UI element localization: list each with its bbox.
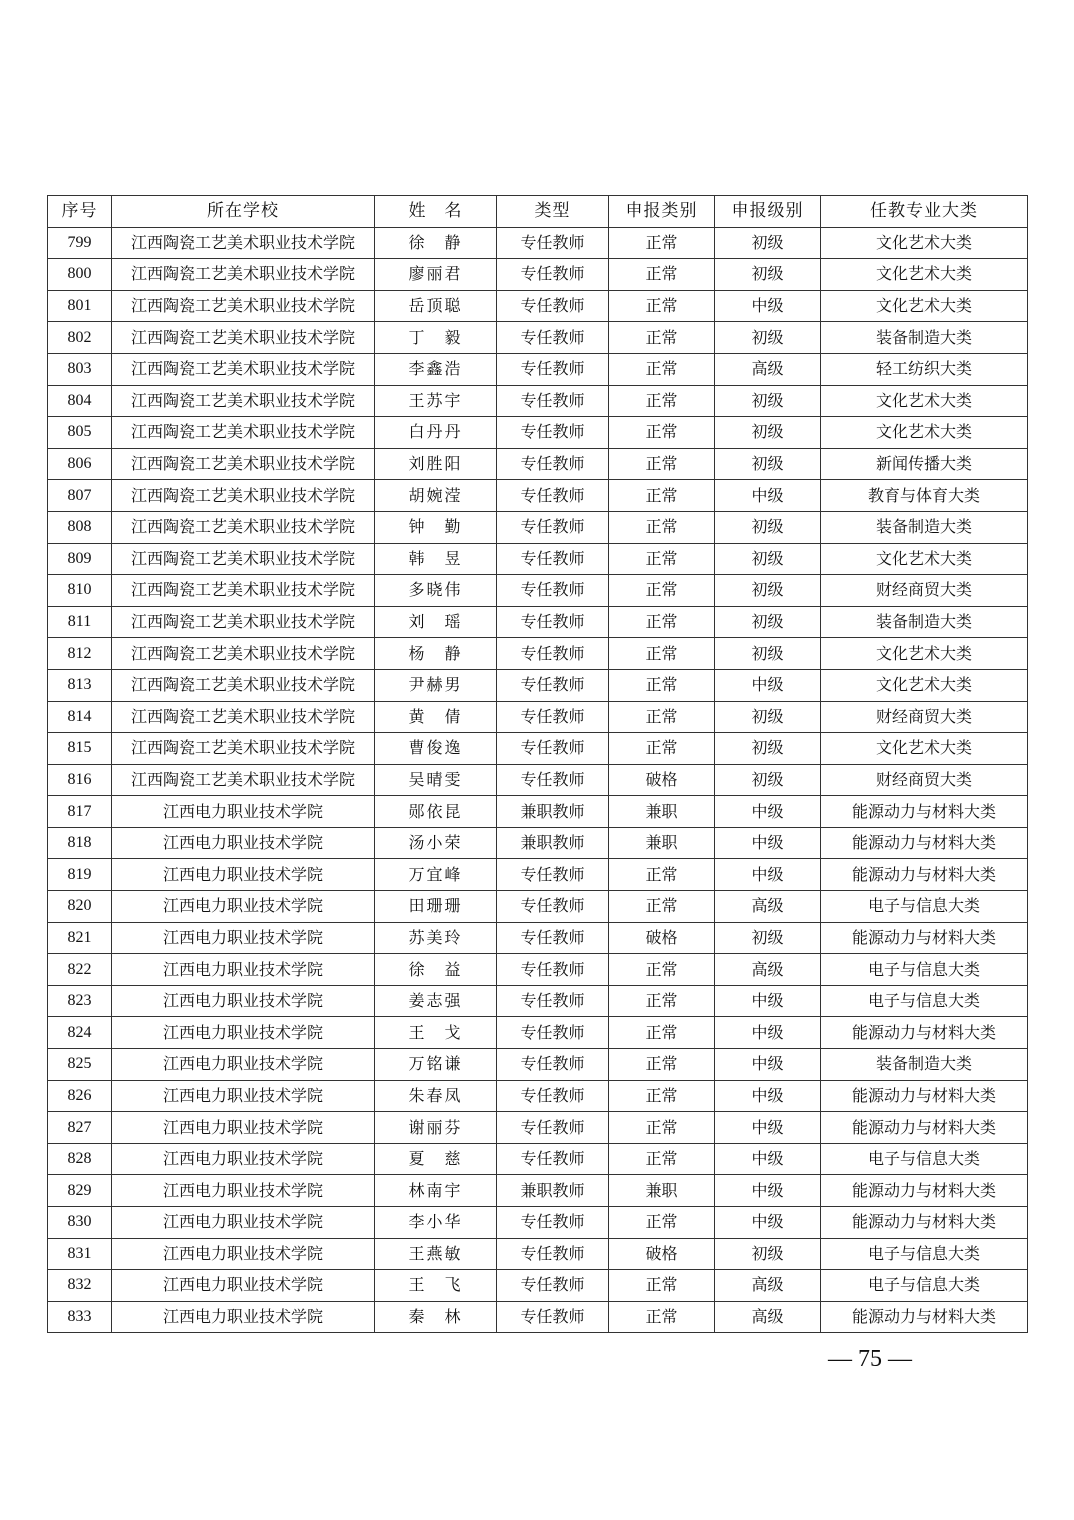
cell-application-category: 正常 — [609, 417, 715, 449]
table-row — [48, 1049, 1028, 1081]
cell-application-category: 破格 — [609, 922, 715, 954]
table-row — [48, 1301, 1028, 1333]
cell-school: 江西电力职业技术学院 — [112, 796, 375, 828]
cell-type: 专任教师 — [497, 480, 609, 512]
cell-school: 江西电力职业技术学院 — [112, 1207, 375, 1239]
cell-application-category: 正常 — [609, 1049, 715, 1081]
cell-seq: 810 — [48, 575, 112, 607]
table-row — [48, 701, 1028, 733]
table-row — [48, 1112, 1028, 1144]
cell-application-category: 正常 — [609, 259, 715, 291]
cell-application-category: 正常 — [609, 511, 715, 543]
cell-application-level: 初级 — [715, 922, 821, 954]
cell-name: 姜志强 — [375, 985, 497, 1017]
cell-type: 专任教师 — [497, 259, 609, 291]
cell-school: 江西电力职业技术学院 — [112, 827, 375, 859]
cell-seq: 807 — [48, 480, 112, 512]
cell-school: 江西电力职业技术学院 — [112, 891, 375, 923]
cell-school: 江西电力职业技术学院 — [112, 985, 375, 1017]
cell-application-category: 正常 — [609, 227, 715, 259]
cell-type: 专任教师 — [497, 701, 609, 733]
cell-application-level: 初级 — [715, 259, 821, 291]
cell-name: 徐 益 — [375, 954, 497, 986]
cell-seq: 826 — [48, 1080, 112, 1112]
cell-application-category: 正常 — [609, 1112, 715, 1144]
header-school: 所在学校 — [112, 196, 375, 228]
table-row — [48, 1017, 1028, 1049]
cell-type: 专任教师 — [497, 290, 609, 322]
cell-type: 专任教师 — [497, 543, 609, 575]
table-row — [48, 448, 1028, 480]
cell-school: 江西陶瓷工艺美术职业技术学院 — [112, 511, 375, 543]
cell-name: 徐 静 — [375, 227, 497, 259]
table-row — [48, 1207, 1028, 1239]
cell-type: 专任教师 — [497, 511, 609, 543]
cell-application-level: 初级 — [715, 385, 821, 417]
cell-type: 专任教师 — [497, 575, 609, 607]
cell-seq: 812 — [48, 638, 112, 670]
cell-school: 江西电力职业技术学院 — [112, 1143, 375, 1175]
cell-seq: 824 — [48, 1017, 112, 1049]
cell-name: 白丹丹 — [375, 417, 497, 449]
cell-school: 江西陶瓷工艺美术职业技术学院 — [112, 606, 375, 638]
cell-application-level: 中级 — [715, 1049, 821, 1081]
cell-type: 专任教师 — [497, 1270, 609, 1302]
cell-name: 苏美玲 — [375, 922, 497, 954]
table-row — [48, 733, 1028, 765]
cell-application-level: 中级 — [715, 480, 821, 512]
cell-application-level: 初级 — [715, 543, 821, 575]
cell-seq: 820 — [48, 891, 112, 923]
cell-specialty-category: 电子与信息大类 — [821, 891, 1028, 923]
cell-type: 兼职教师 — [497, 1175, 609, 1207]
cell-application-category: 正常 — [609, 891, 715, 923]
cell-seq: 811 — [48, 606, 112, 638]
cell-school: 江西电力职业技术学院 — [112, 1049, 375, 1081]
cell-school: 江西陶瓷工艺美术职业技术学院 — [112, 575, 375, 607]
table-row — [48, 859, 1028, 891]
cell-application-level: 中级 — [715, 669, 821, 701]
table-row — [48, 511, 1028, 543]
table-row — [48, 322, 1028, 354]
cell-application-level: 初级 — [715, 1238, 821, 1270]
cell-application-category: 正常 — [609, 480, 715, 512]
cell-seq: 799 — [48, 227, 112, 259]
cell-application-level: 中级 — [715, 859, 821, 891]
cell-school: 江西电力职业技术学院 — [112, 1270, 375, 1302]
cell-application-level: 初级 — [715, 764, 821, 796]
cell-application-level: 初级 — [715, 417, 821, 449]
cell-specialty-category: 文化艺术大类 — [821, 385, 1028, 417]
cell-name: 廖丽君 — [375, 259, 497, 291]
cell-name: 林南宇 — [375, 1175, 497, 1207]
cell-seq: 832 — [48, 1270, 112, 1302]
cell-school: 江西电力职业技术学院 — [112, 1301, 375, 1333]
cell-application-category: 兼职 — [609, 796, 715, 828]
cell-school: 江西电力职业技术学院 — [112, 1112, 375, 1144]
cell-seq: 808 — [48, 511, 112, 543]
cell-application-level: 高级 — [715, 891, 821, 923]
table-row — [48, 575, 1028, 607]
cell-specialty-category: 文化艺术大类 — [821, 259, 1028, 291]
cell-name: 黄 倩 — [375, 701, 497, 733]
cell-seq: 818 — [48, 827, 112, 859]
cell-application-category: 正常 — [609, 1207, 715, 1239]
cell-specialty-category: 装备制造大类 — [821, 511, 1028, 543]
table-row — [48, 1270, 1028, 1302]
cell-application-category: 破格 — [609, 1238, 715, 1270]
cell-type: 专任教师 — [497, 227, 609, 259]
cell-school: 江西陶瓷工艺美术职业技术学院 — [112, 733, 375, 765]
cell-school: 江西陶瓷工艺美术职业技术学院 — [112, 543, 375, 575]
table-row — [48, 827, 1028, 859]
cell-specialty-category: 装备制造大类 — [821, 606, 1028, 638]
cell-seq: 830 — [48, 1207, 112, 1239]
cell-school: 江西电力职业技术学院 — [112, 922, 375, 954]
cell-name: 多晓伟 — [375, 575, 497, 607]
cell-name: 田珊珊 — [375, 891, 497, 923]
cell-name: 钟 勤 — [375, 511, 497, 543]
cell-application-level: 中级 — [715, 796, 821, 828]
cell-seq: 802 — [48, 322, 112, 354]
cell-name: 刘 瑶 — [375, 606, 497, 638]
cell-application-level: 中级 — [715, 1017, 821, 1049]
table-row — [48, 543, 1028, 575]
cell-type: 专任教师 — [497, 322, 609, 354]
cell-name: 王 飞 — [375, 1270, 497, 1302]
cell-type: 专任教师 — [497, 353, 609, 385]
page-number: — 75 — — [828, 1346, 912, 1372]
cell-name: 曹俊逸 — [375, 733, 497, 765]
table-row — [48, 385, 1028, 417]
cell-seq: 817 — [48, 796, 112, 828]
cell-name: 李鑫浩 — [375, 353, 497, 385]
table-row — [48, 227, 1028, 259]
cell-name: 汤小荣 — [375, 827, 497, 859]
cell-application-category: 正常 — [609, 733, 715, 765]
cell-type: 专任教师 — [497, 385, 609, 417]
cell-school: 江西电力职业技术学院 — [112, 1238, 375, 1270]
cell-school: 江西陶瓷工艺美术职业技术学院 — [112, 322, 375, 354]
cell-application-category: 正常 — [609, 543, 715, 575]
cell-specialty-category: 文化艺术大类 — [821, 638, 1028, 670]
cell-specialty-category: 文化艺术大类 — [821, 543, 1028, 575]
cell-application-level: 初级 — [715, 322, 821, 354]
cell-school: 江西电力职业技术学院 — [112, 1080, 375, 1112]
cell-specialty-category: 文化艺术大类 — [821, 227, 1028, 259]
cell-specialty-category: 电子与信息大类 — [821, 1238, 1028, 1270]
cell-type: 专任教师 — [497, 764, 609, 796]
cell-application-category: 正常 — [609, 385, 715, 417]
cell-type: 专任教师 — [497, 922, 609, 954]
cell-application-level: 初级 — [715, 606, 821, 638]
table-row — [48, 480, 1028, 512]
cell-application-category: 正常 — [609, 1017, 715, 1049]
cell-type: 专任教师 — [497, 448, 609, 480]
cell-name: 王燕敏 — [375, 1238, 497, 1270]
cell-name: 王苏宇 — [375, 385, 497, 417]
cell-name: 王 戈 — [375, 1017, 497, 1049]
cell-application-level: 中级 — [715, 1112, 821, 1144]
cell-type: 专任教师 — [497, 859, 609, 891]
cell-application-level: 高级 — [715, 1301, 821, 1333]
cell-name: 万宜峰 — [375, 859, 497, 891]
cell-type: 专任教师 — [497, 1080, 609, 1112]
cell-application-level: 初级 — [715, 638, 821, 670]
cell-type: 专任教师 — [497, 417, 609, 449]
cell-name: 韩 昱 — [375, 543, 497, 575]
table-row — [48, 259, 1028, 291]
cell-application-level: 中级 — [715, 1143, 821, 1175]
cell-seq: 814 — [48, 701, 112, 733]
cell-application-category: 兼职 — [609, 827, 715, 859]
cell-specialty-category: 能源动力与材料大类 — [821, 1112, 1028, 1144]
cell-application-category: 正常 — [609, 701, 715, 733]
cell-application-category: 正常 — [609, 859, 715, 891]
cell-school: 江西陶瓷工艺美术职业技术学院 — [112, 385, 375, 417]
cell-seq: 816 — [48, 764, 112, 796]
cell-seq: 815 — [48, 733, 112, 765]
cell-specialty-category: 新闻传播大类 — [821, 448, 1028, 480]
header-application-level: 申报级别 — [715, 196, 821, 228]
table-row — [48, 353, 1028, 385]
table-row — [48, 638, 1028, 670]
cell-seq: 804 — [48, 385, 112, 417]
cell-application-level: 初级 — [715, 448, 821, 480]
table-row — [48, 1175, 1028, 1207]
table-row — [48, 891, 1028, 923]
cell-name: 胡婉滢 — [375, 480, 497, 512]
cell-specialty-category: 财经商贸大类 — [821, 575, 1028, 607]
cell-name: 吴晴雯 — [375, 764, 497, 796]
cell-name: 万铭谦 — [375, 1049, 497, 1081]
cell-application-level: 初级 — [715, 511, 821, 543]
cell-type: 专任教师 — [497, 891, 609, 923]
table-row — [48, 1080, 1028, 1112]
cell-seq: 801 — [48, 290, 112, 322]
cell-specialty-category: 能源动力与材料大类 — [821, 796, 1028, 828]
cell-application-category: 破格 — [609, 764, 715, 796]
cell-seq: 828 — [48, 1143, 112, 1175]
cell-type: 专任教师 — [497, 606, 609, 638]
cell-type: 专任教师 — [497, 638, 609, 670]
cell-school: 江西陶瓷工艺美术职业技术学院 — [112, 290, 375, 322]
cell-name: 朱春凤 — [375, 1080, 497, 1112]
cell-seq: 805 — [48, 417, 112, 449]
cell-name: 夏 慈 — [375, 1143, 497, 1175]
cell-specialty-category: 电子与信息大类 — [821, 985, 1028, 1017]
cell-specialty-category: 电子与信息大类 — [821, 1143, 1028, 1175]
cell-type: 专任教师 — [497, 1301, 609, 1333]
cell-seq: 803 — [48, 353, 112, 385]
cell-application-category: 兼职 — [609, 1175, 715, 1207]
cell-school: 江西陶瓷工艺美术职业技术学院 — [112, 701, 375, 733]
cell-application-category: 正常 — [609, 353, 715, 385]
cell-specialty-category: 轻工纺织大类 — [821, 353, 1028, 385]
cell-application-level: 高级 — [715, 353, 821, 385]
cell-application-level: 中级 — [715, 1207, 821, 1239]
cell-application-level: 初级 — [715, 227, 821, 259]
table-row — [48, 1143, 1028, 1175]
cell-application-category: 正常 — [609, 322, 715, 354]
cell-specialty-category: 能源动力与材料大类 — [821, 1301, 1028, 1333]
cell-type: 专任教师 — [497, 733, 609, 765]
cell-seq: 809 — [48, 543, 112, 575]
cell-school: 江西陶瓷工艺美术职业技术学院 — [112, 638, 375, 670]
cell-seq: 829 — [48, 1175, 112, 1207]
cell-application-level: 高级 — [715, 1270, 821, 1302]
cell-specialty-category: 能源动力与材料大类 — [821, 922, 1028, 954]
cell-type: 专任教师 — [497, 669, 609, 701]
cell-seq: 800 — [48, 259, 112, 291]
cell-specialty-category: 文化艺术大类 — [821, 417, 1028, 449]
cell-specialty-category: 文化艺术大类 — [821, 669, 1028, 701]
teacher-roster-table — [47, 195, 1028, 1333]
cell-application-level: 中级 — [715, 827, 821, 859]
table-row — [48, 417, 1028, 449]
cell-type: 专任教师 — [497, 1238, 609, 1270]
table-row — [48, 290, 1028, 322]
cell-seq: 821 — [48, 922, 112, 954]
cell-application-level: 初级 — [715, 575, 821, 607]
cell-school: 江西陶瓷工艺美术职业技术学院 — [112, 448, 375, 480]
table-row — [48, 985, 1028, 1017]
table-row — [48, 1238, 1028, 1270]
header-specialty-category: 任教专业大类 — [821, 196, 1028, 228]
cell-seq: 823 — [48, 985, 112, 1017]
table-row — [48, 669, 1028, 701]
cell-school: 江西电力职业技术学院 — [112, 1175, 375, 1207]
cell-name: 谢丽芬 — [375, 1112, 497, 1144]
cell-application-category: 正常 — [609, 954, 715, 986]
cell-specialty-category: 能源动力与材料大类 — [821, 1017, 1028, 1049]
cell-name: 秦 林 — [375, 1301, 497, 1333]
cell-name: 尹赫男 — [375, 669, 497, 701]
cell-school: 江西陶瓷工艺美术职业技术学院 — [112, 353, 375, 385]
table-row — [48, 954, 1028, 986]
cell-specialty-category: 装备制造大类 — [821, 322, 1028, 354]
table-row — [48, 796, 1028, 828]
cell-school: 江西电力职业技术学院 — [112, 954, 375, 986]
cell-specialty-category: 能源动力与材料大类 — [821, 1175, 1028, 1207]
cell-specialty-category: 电子与信息大类 — [821, 954, 1028, 986]
cell-application-category: 正常 — [609, 985, 715, 1017]
cell-school: 江西陶瓷工艺美术职业技术学院 — [112, 227, 375, 259]
cell-type: 专任教师 — [497, 985, 609, 1017]
cell-school: 江西陶瓷工艺美术职业技术学院 — [112, 669, 375, 701]
cell-application-category: 正常 — [609, 606, 715, 638]
cell-application-level: 中级 — [715, 1175, 821, 1207]
header-seq: 序号 — [48, 196, 112, 228]
cell-name: 郧依昆 — [375, 796, 497, 828]
cell-seq: 827 — [48, 1112, 112, 1144]
cell-application-category: 正常 — [609, 448, 715, 480]
cell-application-level: 中级 — [715, 290, 821, 322]
cell-application-category: 正常 — [609, 575, 715, 607]
cell-application-category: 正常 — [609, 1080, 715, 1112]
table-body — [48, 227, 1028, 1333]
cell-application-category: 正常 — [609, 290, 715, 322]
cell-seq: 833 — [48, 1301, 112, 1333]
cell-specialty-category: 财经商贸大类 — [821, 764, 1028, 796]
cell-application-category: 正常 — [609, 1301, 715, 1333]
cell-specialty-category: 能源动力与材料大类 — [821, 1207, 1028, 1239]
cell-school: 江西电力职业技术学院 — [112, 1017, 375, 1049]
table-row — [48, 922, 1028, 954]
cell-name: 岳顶聪 — [375, 290, 497, 322]
cell-type: 兼职教师 — [497, 827, 609, 859]
cell-seq: 819 — [48, 859, 112, 891]
cell-specialty-category: 能源动力与材料大类 — [821, 827, 1028, 859]
cell-application-category: 正常 — [609, 638, 715, 670]
cell-application-category: 正常 — [609, 1270, 715, 1302]
cell-seq: 813 — [48, 669, 112, 701]
cell-specialty-category: 文化艺术大类 — [821, 290, 1028, 322]
table-row — [48, 606, 1028, 638]
cell-application-level: 初级 — [715, 701, 821, 733]
cell-school: 江西电力职业技术学院 — [112, 859, 375, 891]
cell-type: 专任教师 — [497, 1112, 609, 1144]
cell-application-level: 中级 — [715, 985, 821, 1017]
cell-name: 刘胜阳 — [375, 448, 497, 480]
cell-type: 专任教师 — [497, 1049, 609, 1081]
cell-application-level: 初级 — [715, 733, 821, 765]
cell-name: 杨 静 — [375, 638, 497, 670]
cell-specialty-category: 能源动力与材料大类 — [821, 1080, 1028, 1112]
cell-application-category: 正常 — [609, 1143, 715, 1175]
cell-application-category: 正常 — [609, 669, 715, 701]
cell-seq: 822 — [48, 954, 112, 986]
cell-type: 兼职教师 — [497, 796, 609, 828]
cell-seq: 831 — [48, 1238, 112, 1270]
cell-specialty-category: 文化艺术大类 — [821, 733, 1028, 765]
cell-school: 江西陶瓷工艺美术职业技术学院 — [112, 764, 375, 796]
cell-type: 专任教师 — [497, 1143, 609, 1175]
cell-school: 江西陶瓷工艺美术职业技术学院 — [112, 480, 375, 512]
header-type: 类型 — [497, 196, 609, 228]
cell-seq: 806 — [48, 448, 112, 480]
cell-specialty-category: 装备制造大类 — [821, 1049, 1028, 1081]
cell-name: 李小华 — [375, 1207, 497, 1239]
header-application-category: 申报类别 — [609, 196, 715, 228]
cell-application-level: 高级 — [715, 954, 821, 986]
cell-specialty-category: 能源动力与材料大类 — [821, 859, 1028, 891]
cell-name: 丁 毅 — [375, 322, 497, 354]
cell-application-level: 中级 — [715, 1080, 821, 1112]
cell-specialty-category: 教育与体育大类 — [821, 480, 1028, 512]
cell-type: 专任教师 — [497, 954, 609, 986]
cell-school: 江西陶瓷工艺美术职业技术学院 — [112, 259, 375, 291]
cell-seq: 825 — [48, 1049, 112, 1081]
cell-specialty-category: 财经商贸大类 — [821, 701, 1028, 733]
table-header-row — [48, 196, 1028, 228]
cell-type: 专任教师 — [497, 1207, 609, 1239]
header-name: 姓 名 — [375, 196, 497, 228]
cell-school: 江西陶瓷工艺美术职业技术学院 — [112, 417, 375, 449]
table-row — [48, 764, 1028, 796]
cell-type: 专任教师 — [497, 1017, 609, 1049]
cell-specialty-category: 电子与信息大类 — [821, 1270, 1028, 1302]
